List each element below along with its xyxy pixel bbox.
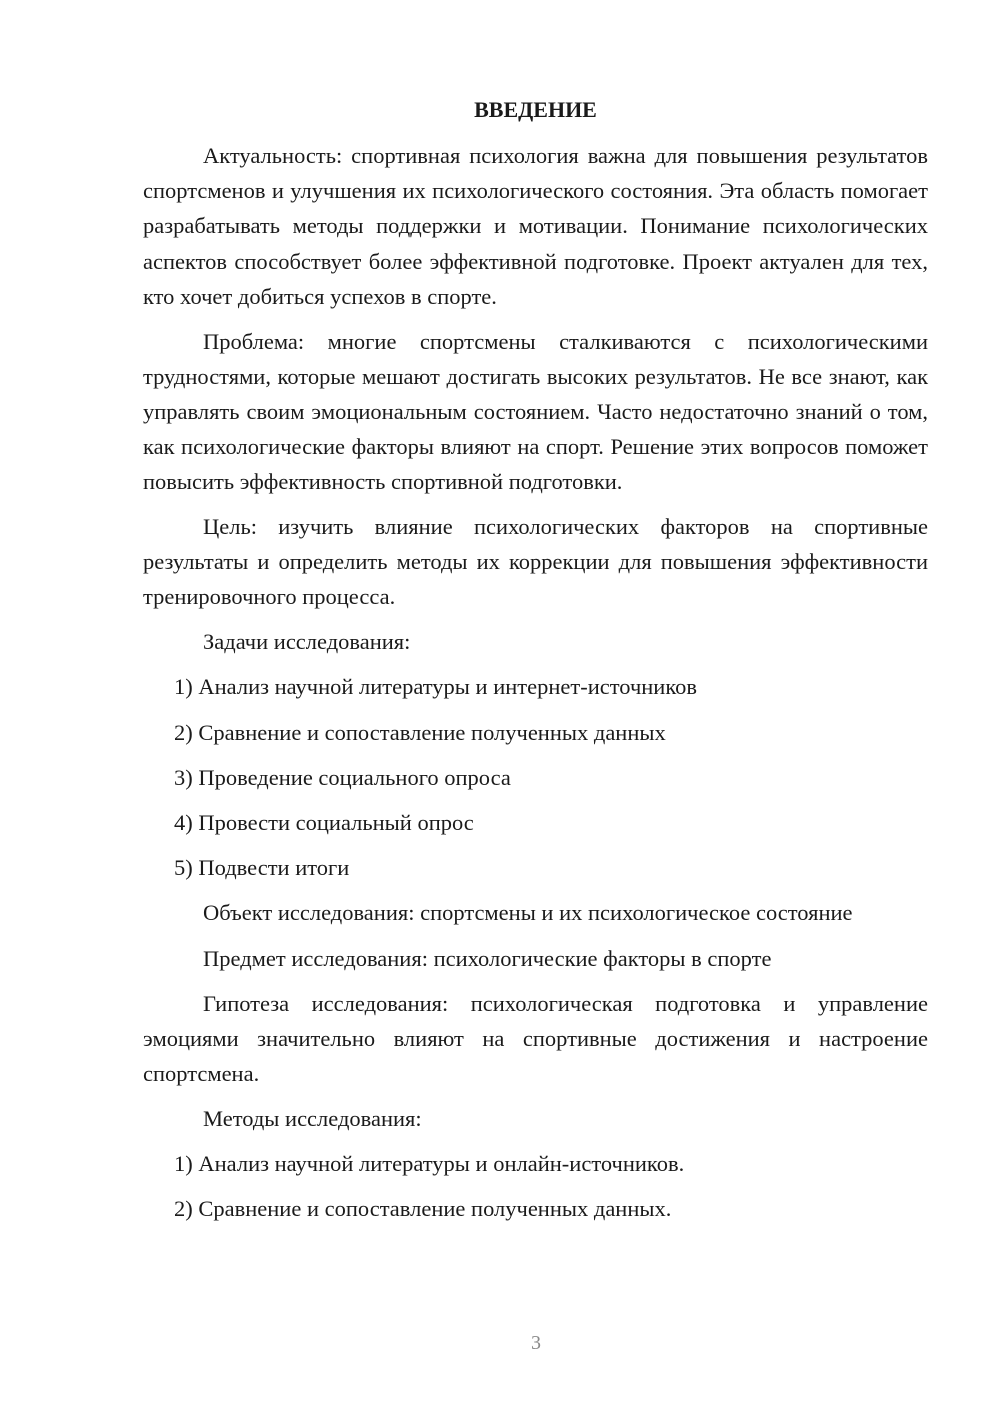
- research-subject: Предмет исследования: психологические факторы в спорте: [203, 945, 772, 971]
- relevance-paragraph: Актуальность: спортивная психология важна для повышения результатов спортсменов и улучшения их психологического состояния. Эта область помогает разрабатывать методы поддержки и мотивации. Понимание психологических аспектов способствует более эффективной подготовке. Проект актуален для тех, кто хочет добиться успехов в спорте.: [143, 143, 928, 309]
- task-item: 4) Провести социальный опрос: [174, 809, 474, 835]
- page-content: [143, 90, 928, 1236]
- hypothesis-paragraph: Гипотеза исследования: психологическая подготовка и управление эмоциями значительно влияют на спортивные достижения и настроение спортсмена.: [143, 990, 928, 1087]
- method-item: 1) Анализ научной литературы и онлайн-источников.: [174, 1151, 685, 1177]
- methods-heading: Методы исследования:: [203, 1105, 422, 1131]
- tasks-heading: Задачи исследования:: [203, 629, 411, 655]
- section-title: ВВЕДЕНИЕ: [474, 97, 597, 122]
- method-item: 2) Сравнение и сопоставление полученных данных.: [174, 1196, 672, 1222]
- task-item: 2) Сравнение и сопоставление полученных данных: [174, 719, 666, 745]
- page-number: 3: [531, 1332, 541, 1354]
- problem-paragraph: Проблема: многие спортсмены сталкиваются с психологическими трудностями, которые мешают достигать высоких результатов. Не все знают, как управлять своим эмоциональным состоянием. Часто недостаточно знаний о том, как психологические факторы влияют на спорт. Решение этих вопросов поможет повысить эффективность спортивной подготовки.: [143, 328, 928, 495]
- research-object: Объект исследования: спортсмены и их психологическое состояние: [203, 900, 853, 926]
- task-item: 3) Проведение социального опроса: [174, 764, 511, 790]
- task-item: 5) Подвести итоги: [174, 855, 350, 881]
- goal-paragraph: Цель: изучить влияние психологических факторов на спортивные результаты и определить методы их коррекции для повышения эффективности тренировочного процесса.: [143, 514, 928, 610]
- task-item: 1) Анализ научной литературы и интернет-источников: [174, 674, 698, 700]
